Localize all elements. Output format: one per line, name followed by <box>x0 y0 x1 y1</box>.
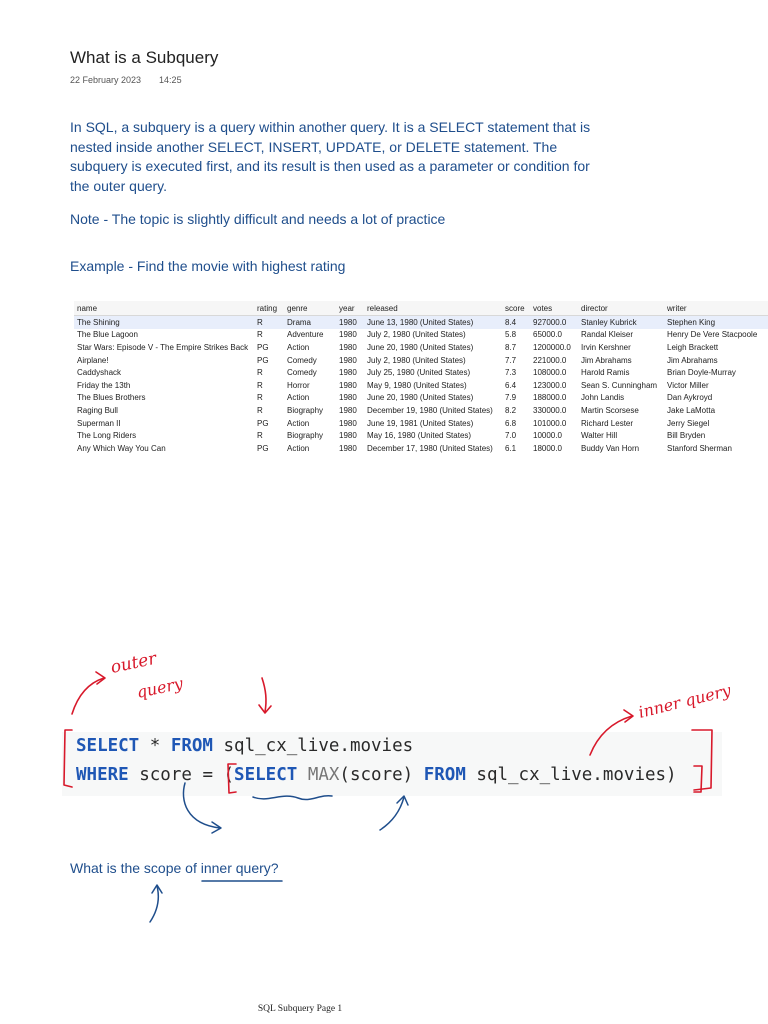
cell-name: The Blues Brothers <box>77 393 146 403</box>
cell-rating: R <box>254 316 284 329</box>
cell-released: December 17, 1980 (United States) <box>367 443 493 453</box>
cell-writer: Bill Bryden <box>667 431 706 441</box>
cell-rating: R <box>257 330 263 340</box>
cell-rating: R <box>257 431 263 441</box>
cell-director: Randal Kleiser <box>581 330 634 340</box>
cell-released: June 19, 1981 (United States) <box>367 418 474 428</box>
cell-votes: 18000.0 <box>533 443 562 453</box>
down-arrow <box>262 678 266 712</box>
cell-score: 8.7 <box>505 342 517 352</box>
cell-name: The Long Riders <box>77 431 137 441</box>
cell-genre: Biography <box>287 405 324 415</box>
table-row <box>74 329 768 342</box>
cell-released: July 25, 1980 (United States) <box>367 368 471 378</box>
cell-released: December 19, 1980 (United States) <box>367 405 493 415</box>
cell-rating: R <box>257 368 263 378</box>
cell-votes: 10000.0 <box>533 431 562 441</box>
table-body <box>74 316 768 455</box>
code-text: sql_cx_live.movies <box>212 736 414 756</box>
cell-votes: 221000.0 <box>533 355 567 365</box>
question-text: What is the scope of inner query? <box>70 860 279 876</box>
cell-released: June 20, 1980 (United States) <box>367 393 474 403</box>
cell-score: 6.8 <box>505 418 517 428</box>
cell-score: 7.7 <box>505 355 517 365</box>
cell-genre: Action <box>287 418 310 428</box>
select-squiggle <box>253 796 332 800</box>
cell-genre: Action <box>287 393 310 403</box>
cell-genre: Action <box>287 443 310 453</box>
cell-rating: PG <box>257 342 269 352</box>
cell-year: 1980 <box>339 355 357 365</box>
cell-year: 1980 <box>339 443 357 453</box>
table-row <box>74 404 768 417</box>
page-title: What is a Subquery <box>70 48 219 67</box>
cell-votes: 101000.0 <box>533 418 567 428</box>
code-keyword-from: FROM <box>423 765 466 785</box>
cell-score: 7.9 <box>505 393 517 403</box>
cell-writer: Dan Aykroyd <box>667 393 713 403</box>
column-header-name: name <box>74 301 254 316</box>
column-header-votes: votes <box>530 301 578 316</box>
column-header-genre: genre <box>284 301 336 316</box>
table-row <box>74 429 768 442</box>
cell-votes: 927000.0 <box>530 316 578 329</box>
cell-director: John Landis <box>581 393 625 403</box>
code-text: * <box>139 736 171 756</box>
cell-rating: PG <box>257 418 269 428</box>
cell-score: 6.1 <box>505 443 517 453</box>
cell-genre: Horror <box>287 380 310 390</box>
cell-genre: Drama <box>284 316 336 329</box>
column-header-rating: rating <box>254 301 284 316</box>
cell-genre: Action <box>287 342 310 352</box>
cell-writer: Jake LaMotta <box>667 405 716 415</box>
code-function-max: MAX <box>307 765 340 785</box>
table-row <box>74 316 768 329</box>
cell-rating: R <box>257 405 263 415</box>
blue-ink-layer <box>150 783 408 922</box>
table-row <box>74 417 768 430</box>
table-row <box>74 379 768 392</box>
column-header-writer: writer <box>664 301 768 316</box>
cell-writer: Brian Doyle-Murray <box>667 368 736 378</box>
cell-year: 1980 <box>339 393 357 403</box>
cell-released: July 2, 1980 (United States) <box>367 330 466 340</box>
cell-writer: Henry De Vere Stacpoole <box>667 330 758 340</box>
table-row <box>74 341 768 354</box>
cell-year: 1980 <box>339 342 357 352</box>
cell-votes: 188000.0 <box>533 393 567 403</box>
column-header-year: year <box>336 301 364 316</box>
cell-writer: Victor Miller <box>667 380 709 390</box>
page-footer: SQL Subquery Page 1 <box>257 1004 343 1014</box>
column-header-director: director <box>578 301 664 316</box>
query-label: query <box>134 673 185 702</box>
cell-name: The Shining <box>74 316 254 329</box>
code-line-2 <box>76 765 677 785</box>
cell-writer: Jerry Siegel <box>667 418 710 428</box>
cell-votes: 123000.0 <box>533 380 567 390</box>
cell-rating: PG <box>257 443 269 453</box>
cell-name: Superman II <box>77 418 121 428</box>
page-meta <box>70 75 182 85</box>
cell-writer: Stanford Sherman <box>667 443 732 453</box>
code-keyword-select: SELECT <box>234 765 298 785</box>
cell-name: The Blue Lagoon <box>77 330 138 340</box>
cell-name: Any Which Way You Can <box>77 443 166 453</box>
cell-name: Friday the 13th <box>77 380 131 390</box>
down-arrow-head <box>259 705 271 713</box>
cell-director: Irvin Kershner <box>581 342 631 352</box>
cell-year: 1980 <box>339 368 357 378</box>
cell-name: Star Wars: Episode V - The Empire Strikes Back <box>77 342 249 352</box>
cell-director: Buddy Van Horn <box>581 443 640 453</box>
outer-label: outer <box>108 648 159 678</box>
cell-genre: Comedy <box>287 368 317 378</box>
cell-genre: Comedy <box>287 355 317 365</box>
cell-year: 1980 <box>339 405 357 415</box>
cell-name: Caddyshack <box>77 368 122 378</box>
cell-director: Sean S. Cunningham <box>581 380 658 390</box>
cell-year: 1980 <box>339 330 357 340</box>
cell-votes: 65000.0 <box>533 330 562 340</box>
cell-rating: PG <box>257 355 269 365</box>
inner-query-label: inner query <box>636 680 733 722</box>
cell-votes: 1200000.0 <box>533 342 571 352</box>
score-hook-arrow-head <box>212 822 221 833</box>
table-row <box>74 392 768 405</box>
cell-released: July 2, 1980 (United States) <box>367 355 466 365</box>
question-arrow-head <box>152 885 162 893</box>
question-arrow <box>150 886 158 922</box>
cell-year: 1980 <box>339 418 357 428</box>
up-arrow-head <box>397 796 408 805</box>
table-row <box>74 366 768 379</box>
cell-released: May 9, 1980 (United States) <box>367 380 467 390</box>
code-keyword-from: FROM <box>170 736 213 756</box>
code-text <box>297 765 308 785</box>
code-keyword-where: WHERE <box>76 765 129 785</box>
cell-genre: Adventure <box>287 330 324 340</box>
outer-arrow <box>72 678 104 714</box>
cell-writer: Stephen King <box>664 316 768 329</box>
cell-director: Walter Hill <box>581 431 618 441</box>
outer-arrow-head <box>96 672 105 684</box>
cell-writer: Jim Abrahams <box>667 355 718 365</box>
code-keyword-select: SELECT <box>76 736 140 756</box>
cell-writer: Leigh Brackett <box>667 342 719 352</box>
cell-year: 1980 <box>339 380 357 390</box>
cell-director: Jim Abrahams <box>581 355 632 365</box>
cell-score: 5.8 <box>505 330 517 340</box>
cell-votes: 330000.0 <box>533 405 567 415</box>
column-header-released: released <box>364 301 502 316</box>
cell-name: Airplane! <box>77 355 109 365</box>
cell-score: 8.2 <box>505 405 517 415</box>
note-text: Note - The topic is slightly difficult and needs a lot of practice <box>70 211 446 227</box>
movies-table <box>74 301 768 455</box>
cell-released: June 20, 1980 (United States) <box>367 342 474 352</box>
cell-director: Stanley Kubrick <box>578 316 664 329</box>
code-line-1 <box>76 736 413 756</box>
cell-name: Raging Bull <box>77 405 118 415</box>
table-header-row <box>74 301 768 316</box>
cell-rating: R <box>257 380 263 390</box>
cell-score: 6.4 <box>505 380 517 390</box>
table-row <box>74 354 768 367</box>
movies-table-screenshot <box>74 301 768 461</box>
sql-code-block <box>62 732 722 796</box>
cell-year: 1980 <box>336 316 364 329</box>
cell-released: June 13, 1980 (United States) <box>364 316 502 329</box>
cell-score: 8.4 <box>502 316 530 329</box>
cell-director: Harold Ramis <box>581 368 630 378</box>
table-row <box>74 442 768 455</box>
cell-genre: Biography <box>287 431 324 441</box>
up-arrow <box>380 797 404 830</box>
cell-director: Richard Lester <box>581 418 634 428</box>
example-heading: Example - Find the movie with highest rating <box>70 258 346 274</box>
code-text: score = ( <box>128 765 235 785</box>
cell-year: 1980 <box>339 431 357 441</box>
cell-score: 7.0 <box>505 431 517 441</box>
page-date: 22 February 2023 <box>70 75 142 85</box>
cell-released: May 16, 1980 (United States) <box>367 431 472 441</box>
intro-paragraph: In SQL, a subquery is a query within another query. It is a SELECT statement that is nested inside another SELECT, INSERT, UPDATE, or DELETE statement. The subquery is executed first, and its result is then used as a parameter or condition for the outer query. <box>70 119 591 194</box>
cell-rating: R <box>257 393 263 403</box>
cell-score: 7.3 <box>505 368 517 378</box>
code-text: (score) <box>339 765 424 785</box>
cell-director: Martin Scorsese <box>581 405 639 415</box>
column-header-score: score <box>502 301 530 316</box>
inner-arrow-head <box>624 710 633 722</box>
code-text: sql_cx_live.movies) <box>465 765 677 785</box>
cell-votes: 108000.0 <box>533 368 567 378</box>
page-time: 14:25 <box>159 75 182 85</box>
